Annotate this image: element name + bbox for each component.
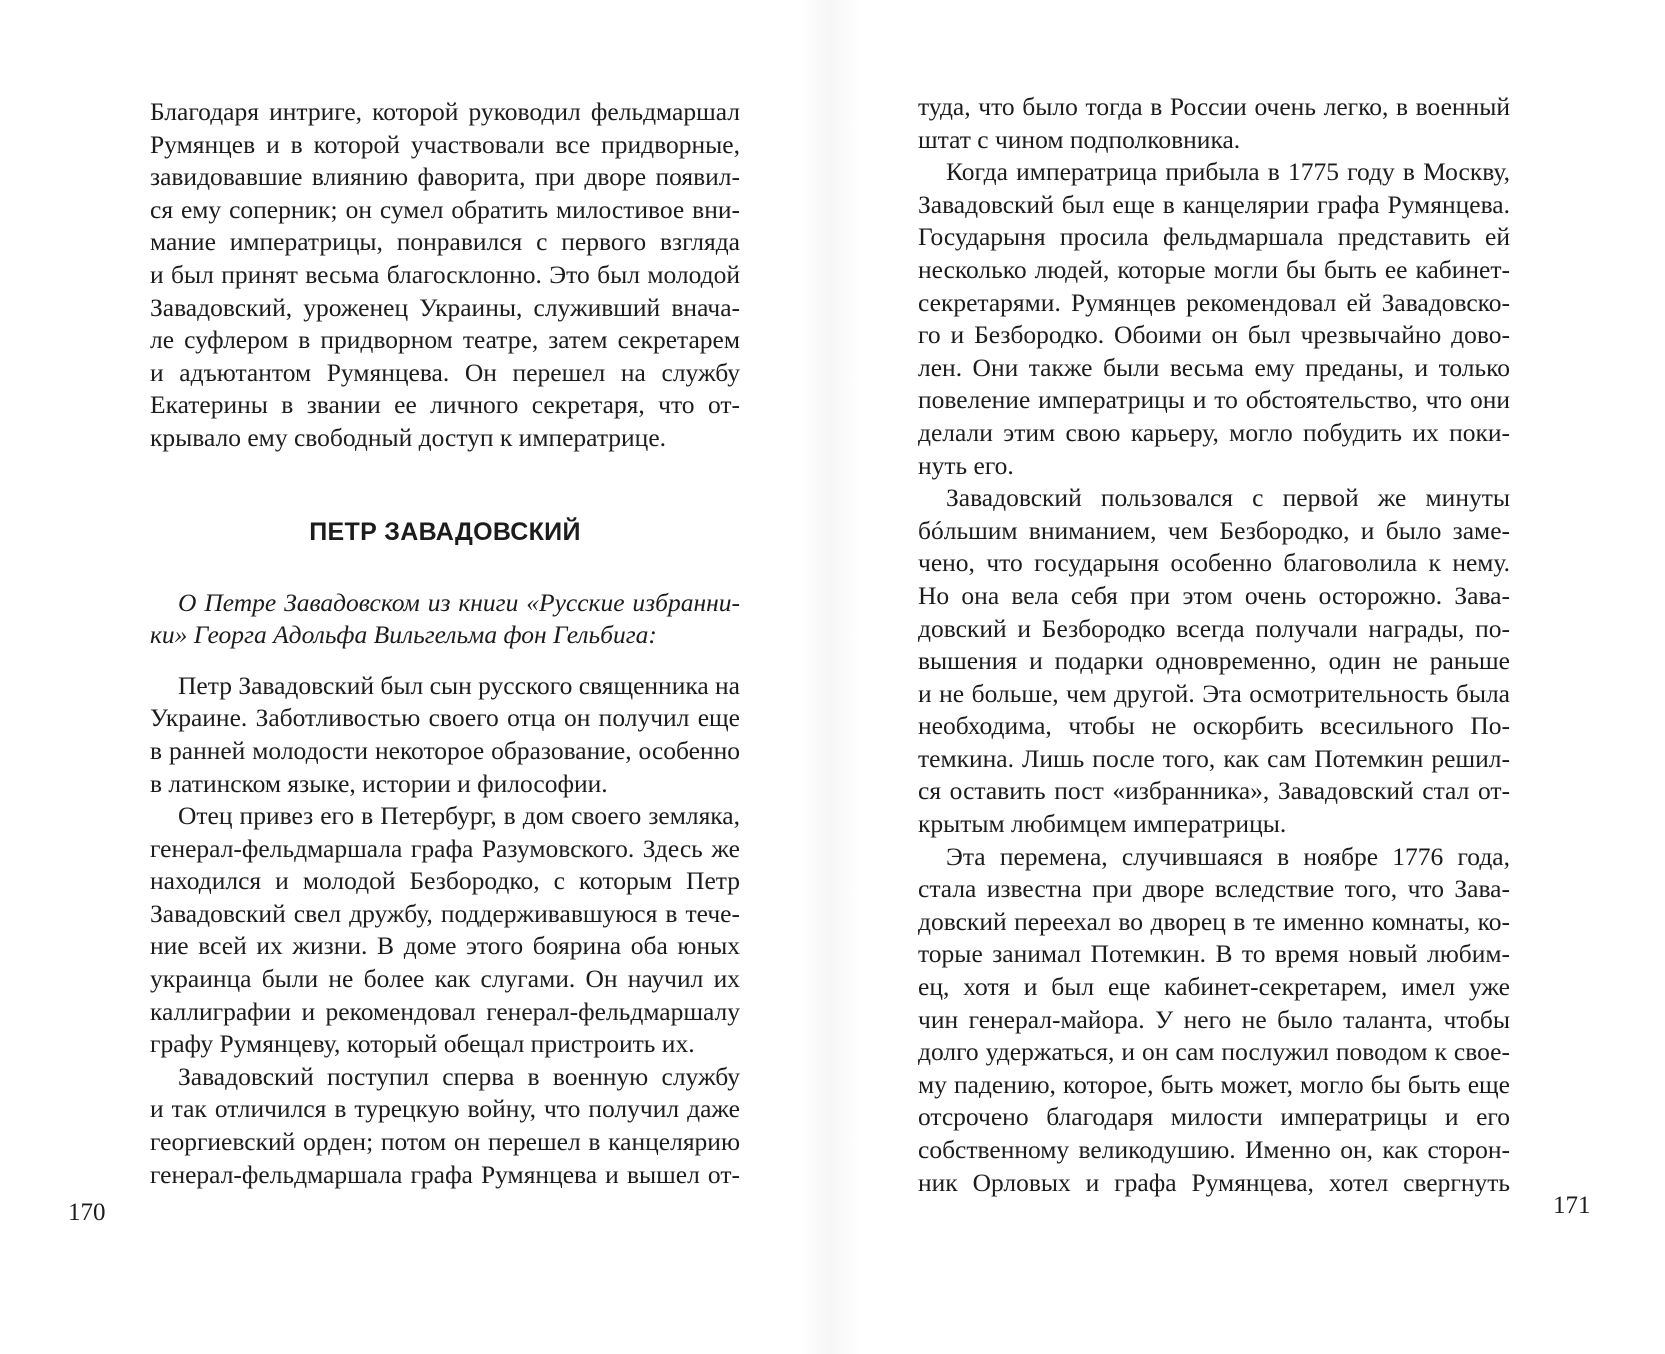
left-paragraph-1 (150, 96, 740, 455)
text-line: Завадовский пользовался с первой же минуты (946, 483, 1510, 513)
gutter-shadow (800, 0, 860, 1354)
text-line: довский и Безбородко всегда получали награды, по- (918, 613, 1510, 643)
text-line: ся ему соперник; он сумел обратить милостивое вни- (150, 194, 740, 224)
text-line: туда, что было тогда в России очень легко, в военный (918, 92, 1510, 121)
text-line: генерал-фельдмаршала графа Разумовского. Здесь же (150, 833, 740, 863)
text-line: го и Безбородко. Обоими он был чрезвычайно дово- (918, 320, 1510, 350)
text-line: и адъютантом Румянцева. Он перешел на службу (150, 357, 740, 387)
text-line: бóльшим вниманием, чем Безбородко, и было заме- (918, 515, 1510, 545)
text-line: генерал-фельдмаршала графа Румянцева и вышел от- (150, 1159, 740, 1189)
text-line: Петр Завадовский был сын русского священника на (178, 670, 740, 700)
right-paragraph-2 (918, 156, 1510, 482)
text-line: и был принят весьма благосклонно. Это был молодой (150, 259, 740, 289)
text-line: Завадовский, уроженец Украины, служивший внача- (150, 292, 740, 322)
text-line: Эта перемена, случившаяся в ноябре 1776 года, (946, 841, 1510, 871)
text-line: крытым любимцем императрицы. (918, 809, 1287, 839)
left-page (150, 96, 740, 1191)
text-line: отсрочено благодаря милости императрицы и его (918, 1102, 1510, 1132)
text-line: торые занимал Потемкин. В то время новый любим- (918, 939, 1510, 969)
text-line: довский переехал во дворец в те именно комнаты, ко- (918, 906, 1510, 936)
epigraph (150, 587, 740, 652)
text-line: Екатерины в звании ее личного секретаря, что от- (150, 390, 740, 420)
right-paragraph-3 (918, 482, 1510, 841)
text-line: Украине. Заботливостью своего отца он получил еще (150, 703, 740, 733)
epigraph-line: О Петре Завадовском из книги «Русские избранни- (178, 587, 740, 617)
text-line: собственному великодушию. Именно он, как сторон- (918, 1135, 1510, 1164)
text-line: в латинском языке, истории и философии. (150, 768, 608, 798)
text-line: ся оставить пост «избранника», Завадовский стал от- (918, 776, 1510, 806)
text-line: крывало ему свободный доступ к императрице. (150, 422, 667, 452)
text-line: несколько людей, которые могли бы быть ее кабинет- (918, 254, 1510, 284)
text-line: темкина. Лишь после того, как сам Потемкин решил- (918, 743, 1510, 773)
spacer (150, 652, 740, 670)
text-line: чин генерал-майора. У него не было таланта, чтобы (918, 1004, 1510, 1034)
epigraph-line: ки» Георга Адольфа Вильгельма фон Гельбига: (150, 620, 657, 650)
text-line: долго удержаться, и он сам послужил поводом к свое- (918, 1037, 1510, 1067)
right-paragraph-4 (918, 841, 1510, 1200)
text-line: Когда императрица прибыла в 1775 году в Москву, (946, 157, 1510, 187)
text-line: вышения и подарки одновременно, один не раньше (918, 646, 1510, 676)
text-line: ник Орловых и графа Румянцева, хотел свергнуть (918, 1167, 1510, 1197)
text-line: ец, хотя и был еще кабинет-секретарем, имел уже (918, 972, 1510, 1002)
text-line: каллиграфии и рекомендовал генерал-фельдмаршалу (150, 996, 740, 1026)
text-line: лен. Они также были весьма ему преданы, и только (918, 352, 1510, 382)
chapter-heading: ПЕТР ЗАВАДОВСКИЙ (309, 517, 581, 546)
page-number-left: 170 (68, 1199, 106, 1226)
text-line: георгиевский орден; потом он перешел в канцелярию (150, 1127, 740, 1157)
page-number-right: 171 (1553, 1192, 1591, 1219)
text-line: Благодаря интриге, которой руководил фельдмаршал (150, 97, 740, 126)
text-line: завидовавшие влиянию фаворита, при дворе появил- (150, 162, 740, 192)
text-line: Отец привез его в Петербург, в дом своего земляка, (178, 801, 740, 831)
text-line: делали этим свою карьеру, могло побудить их поки- (918, 417, 1510, 447)
left-paragraph-2 (150, 670, 740, 800)
text-line: нуть его. (918, 450, 1014, 480)
text-line: повеление императрицы и то обстоятельство, что они (918, 385, 1510, 415)
left-paragraph-4 (150, 1061, 740, 1191)
right-paragraph-1 (918, 91, 1510, 156)
text-line: Завадовский поступил сперва в военную службу (178, 1061, 740, 1091)
right-page (918, 91, 1510, 1199)
text-line: ние всей их жизни. В доме этого боярина оба юных (150, 931, 740, 961)
left-paragraph-3 (150, 800, 740, 1061)
text-line: графу Румянцеву, который обещал пристроить их. (150, 1029, 695, 1059)
text-line: находился и молодой Безбородко, с которым Петр (150, 866, 740, 896)
text-line: секретарями. Румянцев рекомендовал ей Завадовско- (918, 287, 1510, 317)
text-line: мание императрицы, понравился с первого взгляда (150, 227, 740, 257)
text-line: Завадовский был еще в канцелярии графа Румянцева. (918, 189, 1510, 219)
text-line: необходима, чтобы не оскорбить всесильного По- (918, 711, 1510, 741)
text-line: в ранней молодости некоторое образование, особенно (150, 735, 740, 765)
text-line: штат с чином подполковника. (918, 124, 1241, 154)
text-line: и так отличился в турецкую войну, что получил даже (150, 1094, 740, 1124)
text-line: украинца были не более как слугами. Он научил их (150, 964, 740, 994)
text-line: чено, что государыня особенно благоволила к нему. (918, 548, 1510, 578)
text-line: Румянцев и в которой участвовали все придворные, (150, 129, 740, 159)
text-line: и не больше, чем другой. Эта осмотрительность была (918, 678, 1510, 708)
text-line: Государыня просила фельдмаршала представить ей (918, 222, 1510, 252)
text-line: Завадовский свел дружбу, поддерживавшуюся в тече- (150, 898, 740, 928)
text-line: му падению, которое, быть может, могло бы быть еще (918, 1069, 1510, 1099)
text-line: ле суфлером в придворном театре, затем секретарем (150, 325, 740, 355)
text-line: Но она вела себя при этом очень осторожно. Зава- (918, 580, 1510, 610)
text-line: стала известна при дворе вследствие того, что Зава- (918, 874, 1510, 904)
